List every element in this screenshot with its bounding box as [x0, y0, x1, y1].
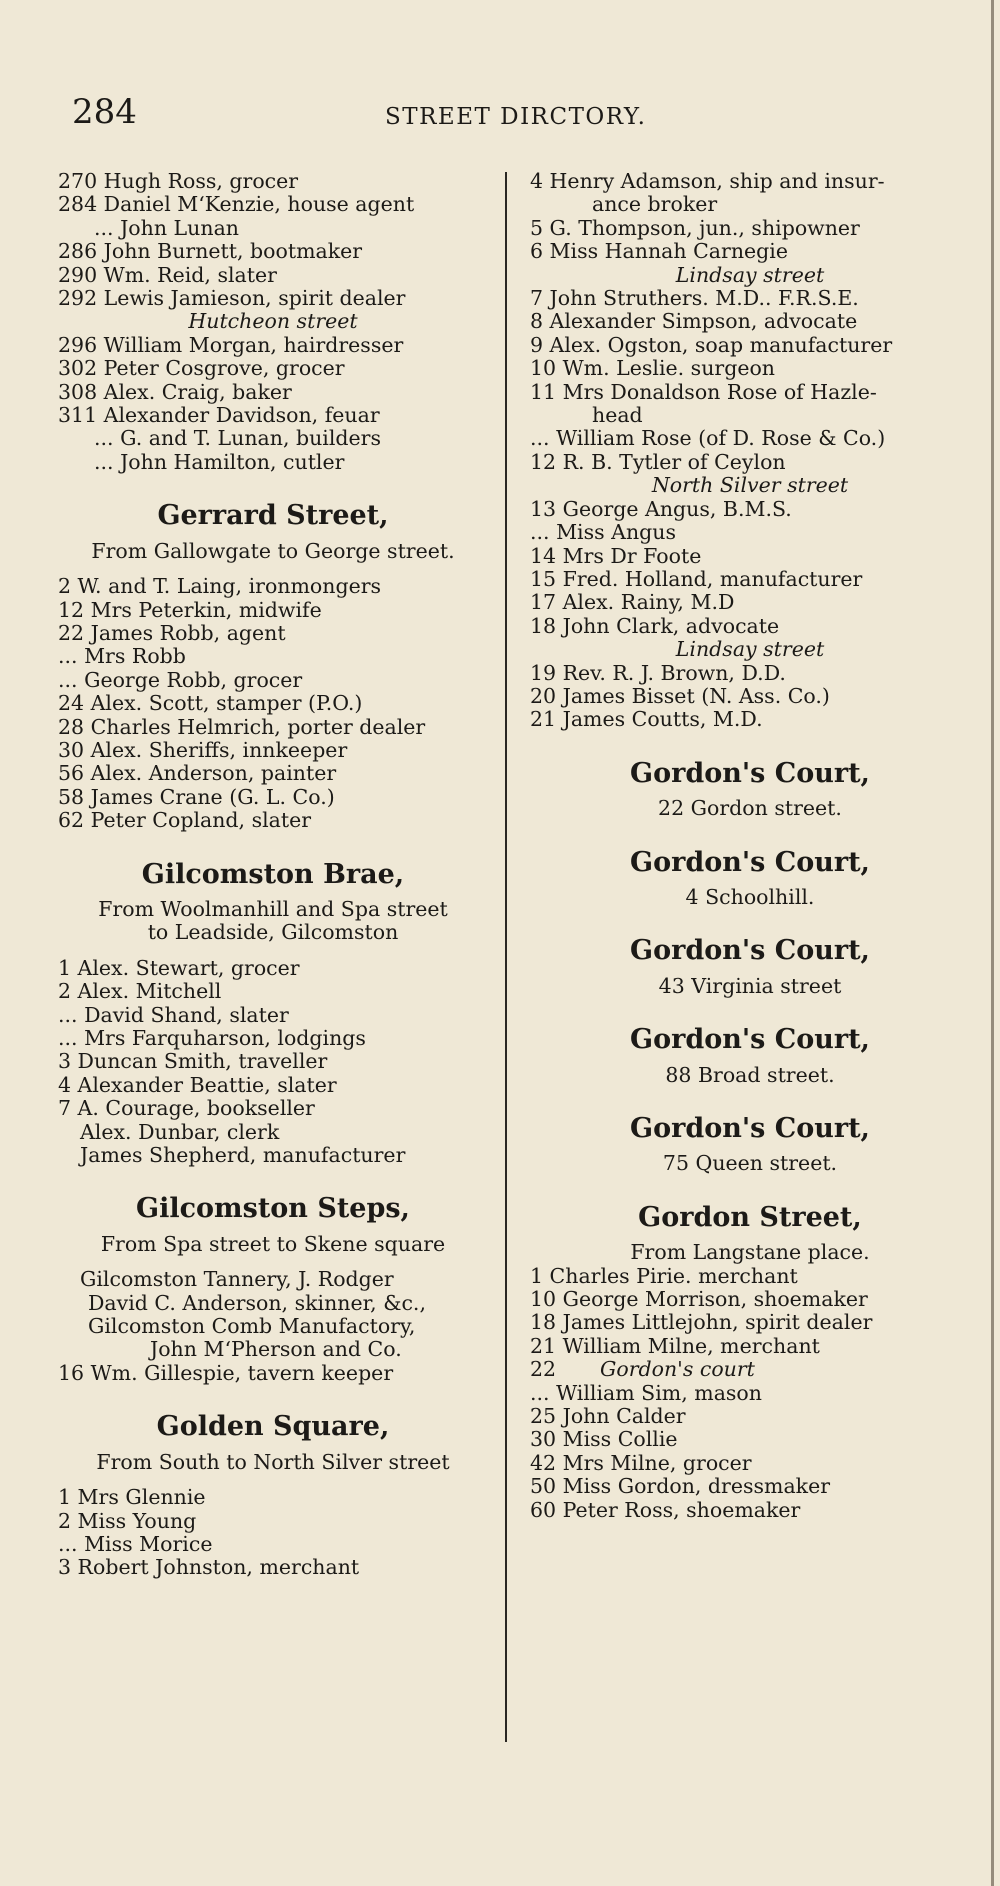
section-title: Gordon's Court, [630, 935, 870, 967]
entry: 18 James Littlejohn, spirit dealer [530, 1310, 873, 1335]
entry: Gilcomston Tannery, J. Rodger [80, 1267, 394, 1292]
section-description: 88 Broad street. [665, 1062, 835, 1087]
entry: ... William Sim, mason [530, 1380, 762, 1405]
section-title: Gordon's Court, [630, 1024, 870, 1056]
entry: 24 Alex. Scott, stamper (P.O.) [58, 691, 363, 716]
entry: 7 John Struthers. M.D.. F.R.S.E. [530, 286, 859, 311]
right-column [530, 170, 970, 1522]
entry-number: 22 [530, 1357, 557, 1382]
entry-continuation: ance broker [592, 192, 718, 217]
entry: 28 Charles Helmrich, porter dealer [58, 714, 426, 739]
entry: 13 George Angus, B.M.S. [530, 496, 792, 521]
section-title: Gordon's Court, [630, 1113, 870, 1144]
entry: 284 Daniel M‘Kenzie, house agent [58, 192, 415, 217]
section-description: 43 Virginia street [658, 973, 842, 998]
section-title: Gilcomston Steps, [136, 1193, 410, 1225]
entry: 2 Alex. Mitchell [58, 979, 222, 1004]
entry: 4 Alexander Beattie, slater [58, 1072, 337, 1097]
column-divider [505, 172, 507, 1742]
entry: 292 Lewis Jamieson, spirit dealer [58, 286, 406, 311]
entry: 58 James Crane (G. L. Co.) [58, 784, 335, 809]
entry: 6 Miss Hannah Carnegie [530, 239, 788, 264]
entry: ... Mrs Robb [58, 644, 186, 669]
section-description: to Leadside, Gilcomston [147, 920, 399, 945]
entry: 3 Duncan Smith, traveller [58, 1049, 328, 1074]
entry: 56 Alex. Anderson, painter [58, 761, 337, 786]
entry: 2 W. and T. Laing, ironmongers [58, 574, 382, 599]
entry: 290 Wm. Reid, slater [58, 262, 277, 287]
entry: 10 Wm. Leslie. surgeon [530, 356, 776, 381]
section-description: From South to North Silver street [96, 1449, 450, 1474]
entry: 62 Peter Copland, slater [58, 808, 312, 833]
left-column [58, 170, 488, 1580]
section-title: Gordon's Court, [630, 757, 870, 789]
entry: ... David Shand, slater [58, 1002, 289, 1027]
entry: 2 Miss Young [58, 1508, 197, 1533]
section-title: Gilcomston Brae, [141, 858, 405, 890]
section-title: Golden Square, [156, 1411, 390, 1443]
entry: 308 Alex. Craig, baker [58, 379, 292, 404]
entry: ... Miss Angus [530, 520, 677, 545]
entry: John M‘Pherson and Co. [150, 1337, 402, 1362]
entry: 9 Alex. Ogston, soap manufacturer [530, 332, 893, 357]
page-number: 284 [72, 92, 137, 132]
entry: ... Mrs Farquharson, lodgings [58, 1026, 366, 1050]
entry: 1 Charles Pirie. merchant [530, 1263, 798, 1288]
entry: ... Miss Morice [58, 1531, 213, 1556]
entry: 30 Alex. Sheriffs, innkeeper [58, 737, 348, 762]
entry: ... John Hamilton, cutler [94, 449, 345, 474]
running-title: STREET DIRCTORY. [385, 104, 647, 130]
section-title: Gerrard Street, [157, 500, 389, 532]
entry: 10 George Morrison, shoemaker [530, 1287, 868, 1312]
entry: 4 Henry Adamson, ship and insur- [530, 169, 885, 193]
entry: ... George Robb, grocer [58, 667, 303, 692]
section-description: From Woolmanhill and Spa street [98, 896, 448, 921]
entry: ... G. and T. Lunan, builders [94, 426, 381, 451]
entry: 50 Miss Gordon, dressmaker [530, 1474, 831, 1499]
entry: 16 Wm. Gillespie, tavern keeper [58, 1360, 394, 1385]
entry: 296 William Morgan, hairdresser [58, 332, 404, 357]
entry: David C. Anderson, skinner, &c., [88, 1290, 426, 1315]
entry: 21 James Coutts, M.D. [530, 707, 763, 732]
section-description: From Gallowgate to George street. [91, 538, 455, 563]
entry: 22 James Robb, agent [58, 620, 286, 645]
cross-street: Lindsay street [675, 262, 825, 287]
cross-street: North Silver street [651, 473, 849, 498]
entry: 42 Mrs Milne, grocer [530, 1450, 752, 1475]
section-title: Gordon's Court, [630, 846, 870, 878]
entry: 18 John Clark, advocate [530, 613, 780, 638]
entry: 30 Miss Collie [530, 1427, 678, 1452]
section-description: 4 Schoolhill. [685, 884, 815, 909]
page-edge [991, 0, 994, 1886]
entry: ... William Rose (of D. Rose & Co.) [530, 426, 886, 451]
entry: 1 Mrs Glennie [58, 1485, 206, 1510]
entry: Gilcomston Comb Manufactory, [88, 1314, 416, 1339]
entry: 1 Alex. Stewart, grocer [58, 955, 300, 980]
entry: 8 Alexander Simpson, advocate [530, 309, 858, 334]
entry: 25 John Calder [530, 1404, 686, 1429]
entry: 286 John Burnett, bootmaker [58, 239, 363, 264]
entry [530, 1358, 970, 1381]
entry: 20 James Bisset (N. Ass. Co.) [530, 683, 830, 708]
entry: 302 Peter Cosgrove, grocer [58, 356, 345, 381]
entry: 7 A. Courage, bookseller [58, 1096, 315, 1121]
entry: 12 Mrs Peterkin, midwife [58, 597, 322, 622]
entry: 5 G. Thompson, jun., shipowner [530, 215, 860, 240]
entry: 270 Hugh Ross, grocer [58, 169, 299, 193]
cross-street: Lindsay street [675, 637, 825, 662]
entry: 21 William Milne, merchant [530, 1333, 820, 1358]
entry: James Shepherd, manufacturer [80, 1143, 406, 1168]
entry: ... John Lunan [94, 215, 239, 240]
section-description: 75 Queen street. [662, 1151, 838, 1176]
entry: Alex. Dunbar, clerk [80, 1119, 280, 1144]
entry: 3 Robert Johnston, merchant [58, 1555, 360, 1580]
entry: 15 Fred. Holland, manufacturer [530, 566, 863, 591]
cross-street: Hutcheon street [188, 309, 358, 334]
entry: 17 Alex. Rainy, M.D [530, 590, 735, 615]
cross-street: Gordon's court [600, 1357, 755, 1382]
entry: 14 Mrs Dr Foote [530, 543, 702, 568]
section-description: From Spa street to Skene square [100, 1231, 446, 1256]
section-title: Gordon Street, [638, 1201, 862, 1233]
entry: 12 R. B. Tytler of Ceylon [530, 449, 786, 474]
entry: 19 Rev. R. J. Brown, D.D. [530, 660, 786, 685]
entry: 311 Alexander Davidson, feuar [58, 403, 380, 428]
entry: 11 Mrs Donaldson Rose of Hazle- [530, 379, 877, 404]
section-description: 22 Gordon street. [658, 796, 842, 821]
entry-continuation: head [592, 403, 643, 428]
section-description: From Langstane place. [630, 1240, 870, 1265]
entry: 60 Peter Ross, shoemaker [530, 1497, 801, 1522]
